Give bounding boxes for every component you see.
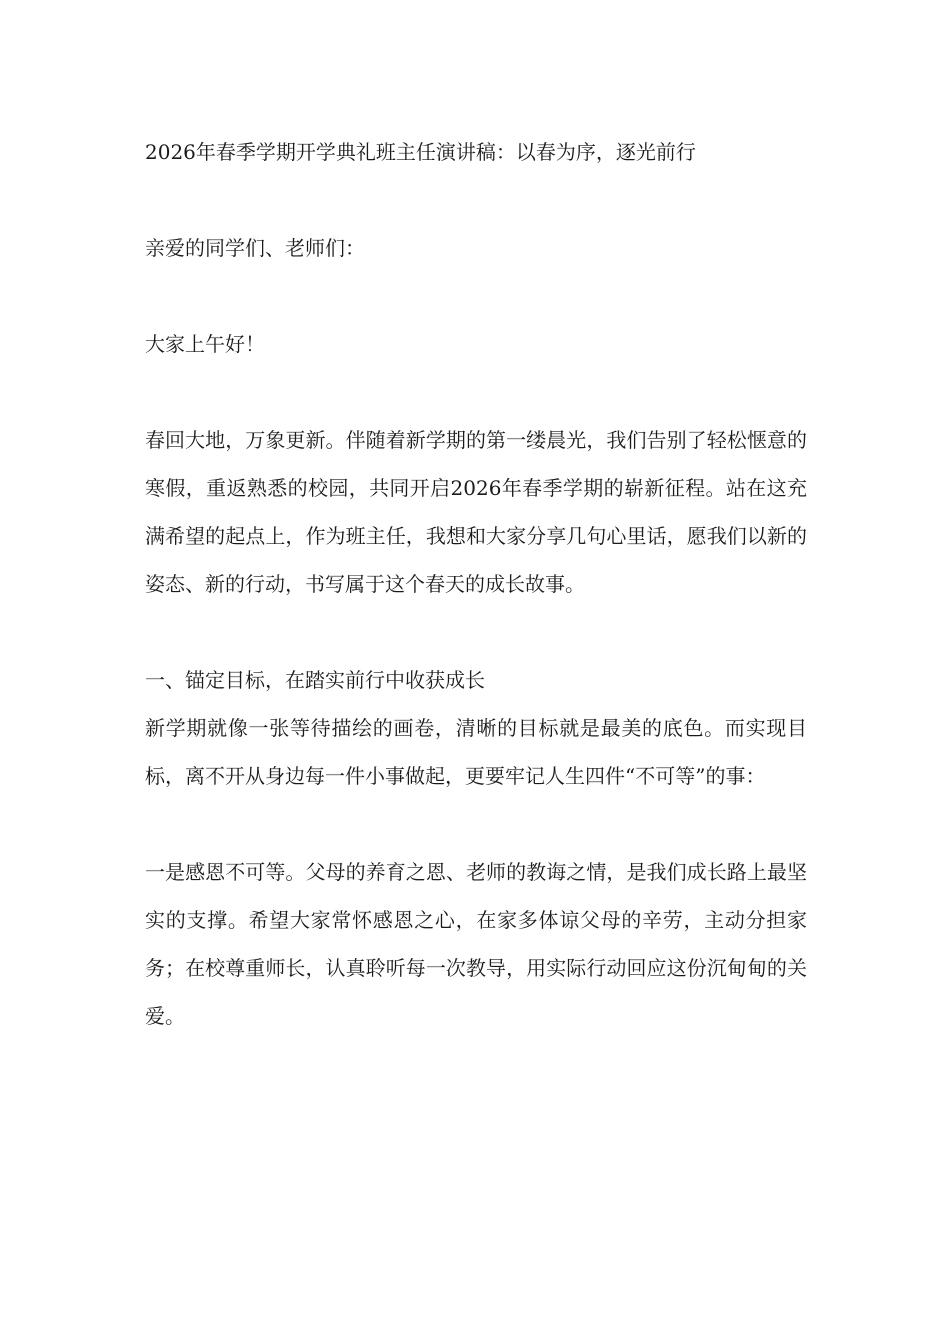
document-title: 2026年春季学期开学典礼班主任演讲稿：以春为序，逐光前行 (145, 140, 696, 164)
section1-heading: 一、锚定目标，在踏实前行中收获成长 (145, 668, 485, 692)
salutation: 亲爱的同学们、老师们： (145, 236, 365, 260)
intro-paragraph: 春回大地，万象更新。伴随着新学期的第一缕晨光，我们告别了轻松惬意的寒假，重返熟悉的校园，共同开启2026年春季学期的崭新征程。站在这充满希望的起点上，作为班主任，我想和大家分享几句心里话，愿我们以新的姿态、新的行动，书写属于这个春天的成长故事。 (145, 428, 807, 596)
section1-paragraph: 新学期就像一张等待描绘的画卷，清晰的目标就是最美的底色。而实现目标，离不开从身边每一件小事做起，更要牢记人生四件“不可等”的事： (145, 716, 807, 788)
greeting: 大家上午好！ (145, 332, 265, 356)
point1-paragraph: 一是感恩不可等。父母的养育之恩、老师的教诲之情，是我们成长路上最坚实的支撑。希望大家常怀感恩之心，在家多体谅父母的辛劳，主动分担家务；在校尊重师长，认真聆听每一次教导，用实际行动回应这份沉甸甸的关爱。 (145, 860, 807, 1028)
document-body (145, 128, 807, 1040)
